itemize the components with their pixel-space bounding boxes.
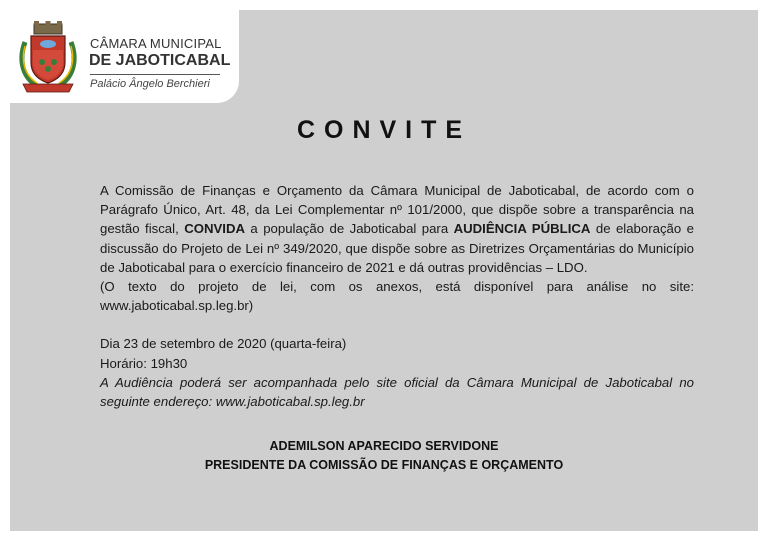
project-text-note: (O texto do projeto de lei, com os anexos, está disponível para análise no site: www.jaboticabal.sp.leg.br) — [100, 279, 694, 314]
palace-name: Palácio Ângelo Berchieri — [90, 78, 210, 90]
main-paragraph — [100, 181, 694, 277]
spacer — [100, 315, 694, 334]
coat-of-arms-icon — [17, 20, 79, 94]
invitation-body — [100, 181, 694, 411]
convida-emphasis: CONVIDA — [184, 221, 245, 237]
online-notice: A Audiência poderá ser acompanhada pelo site oficial da Câmara Municipal de Jaboticabal no seguinte endereço: www.jaboticabal.sp.leg.br — [100, 374, 694, 410]
invitation-title: CONVITE — [296, 116, 472, 144]
paragraph-part3: de elaboração e discussão do Projeto de Lei nº 349/2020, que dispõe sobre as Diretrizes Orçamentárias do Município de Jaboticabal para o exercício financeiro de 2021 e dá outras providências – LDO. — [100, 221, 694, 275]
paragraph-part1: A Comissão de Finanças e Orçamento da Câmara Municipal de Jaboticabal, de acordo com o Parágrafo Único, Art. 48, da Lei Complementar nº 101/2000, que dispõe sobre a transparência na gestão fiscal, — [100, 183, 694, 237]
chamber-name-line1: CÂMARA MUNICIPAL — [90, 36, 222, 51]
event-time: Horário: 19h30 — [100, 355, 188, 371]
audiencia-emphasis: AUDIÊNCIA PÚBLICA — [453, 221, 591, 237]
signatory-role: PRESIDENTE DA COMISSÃO DE FINANÇAS E ORÇAMENTO — [204, 458, 564, 472]
signature-block — [10, 437, 758, 475]
header-logo-block — [10, 10, 239, 103]
event-date: Dia 23 de setembro de 2020 (quarta-feira) — [100, 336, 347, 352]
brand-divider — [90, 74, 220, 75]
paragraph-part2: a população de Jaboticabal para — [245, 221, 454, 237]
signatory-name: ADEMILSON APARECIDO SERVIDONE — [269, 439, 499, 453]
invitation-card — [10, 10, 758, 531]
chamber-name-line2: DE JABOTICABAL — [89, 52, 231, 69]
